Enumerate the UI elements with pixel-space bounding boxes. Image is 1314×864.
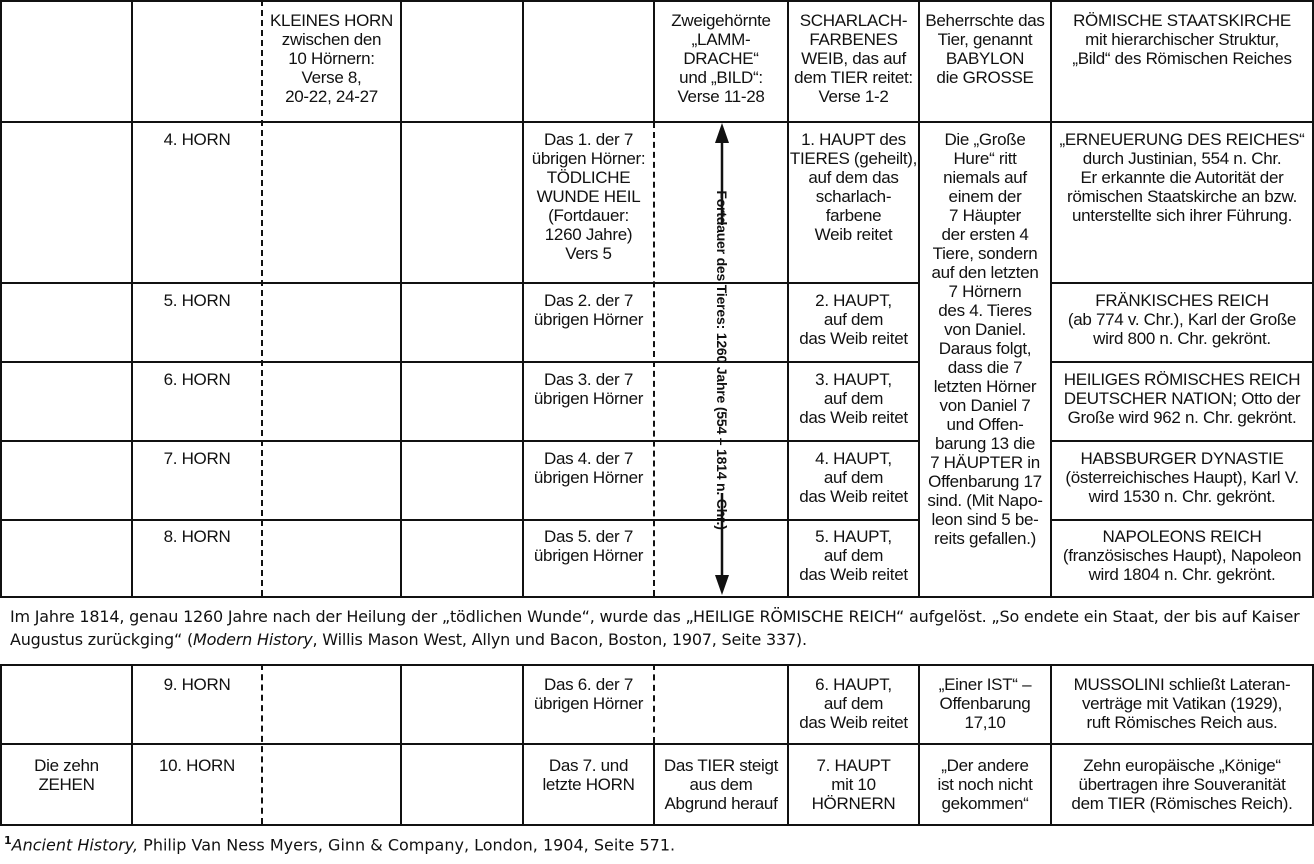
dashed-divider [653,664,655,743]
dashed-divider [653,122,655,596]
note-text-start: Im Jahre 1814, genau 1260 Jahre nach der Heilung der „tödlichen Wunde“, wurde das „HEILIGE RÖMISCHE REICH“ aufgelöst. „So endete ein Staat, der bis auf Kaiser Augustus zurückging“ ( [10,607,1300,649]
beast-rises: Das TIER steigt aus dem Abgrund herauf [663,756,779,813]
revelation-note: „Der andere ist noch nicht gekommen“ [937,756,1033,813]
head-description: 6. HAUPT, auf dem das Weib reitet [799,675,908,732]
row-divider [0,361,920,363]
empire-description: „ERNEUERUNG DES REICHES“ durch Justinian, 554 n. Chr. Er erkannte die Autorität der römischen Staatskirche an bzw. unterstellte sich ihrer Führung. [1059,130,1305,225]
row-divider [0,121,1314,123]
row-divider [0,519,920,521]
horn-label: 7. HORN [163,449,231,468]
cell-small-horn: KLEINES HORN zwischen den 10 Hörnern: Verse 8, 20-22, 24-27 [270,11,393,106]
horn-description: Das 3. der 7 übrigen Hörner [533,370,644,408]
table-top-border [0,0,1314,2]
head-description: 1. HAUPT des TIERES (geheilt), auf dem das scharlach- farbene Weib reitet [789,130,918,244]
row-divider [1050,440,1314,442]
empire-description: NAPOLEONS REICH (französisches Haupt), Napoleon wird 1804 n. Chr. gekrönt. [1062,527,1302,584]
horn-description: Das 6. der 7 übrigen Hörner [533,675,644,713]
cell-lamb-dragon: Zweigehörnte „LAMM- DRACHE“ und „BILD“: Verse 11-28 [671,11,771,106]
footnote [4,834,675,854]
horn-label: 6. HORN [163,370,231,389]
dashed-divider [261,664,263,824]
col-divider [0,664,2,825]
revelation-note: „Einer IST“ – Offenbarung 17,10 [938,675,1032,732]
row-divider [0,596,1314,598]
row-divider [0,664,1314,666]
horn-description: Das 4. der 7 übrigen Hörner [533,449,644,487]
head-description: 2. HAUPT, auf dem das Weib reitet [799,291,908,348]
horn-label: 8. HORN [163,527,231,546]
row-divider [0,743,1314,745]
note-book-title: Modern History [193,630,313,649]
cell-scarlet-woman: SCHARLACH- FARBENES WEIB, das auf dem TIER reitet: Verse 1-2 [794,11,913,106]
note-text-end: , Willis Mason West, Allyn und Bacon, Boston, 1907, Seite 337). [312,630,807,649]
row-divider [1050,361,1314,363]
history-note [10,605,1310,651]
empire-description: HEILIGES RÖMISCHES REICH DEUTSCHER NATION; Otto der Große wird 962 n. Chr. gekrönt. [1063,370,1301,427]
footnote-marker: 1 [4,834,12,847]
head-description: 5. HAUPT, auf dem das Weib reitet [799,527,908,584]
row-divider [0,440,920,442]
empire-description: HABSBURGER DYNASTIE (österreichisches Haupt), Karl V. wird 1530 n. Chr. gekrönt. [1065,449,1299,506]
horn-label: 9. HORN [163,675,231,694]
horn-label: 10. HORN [158,756,235,775]
horn-description: Das 1. der 7 übrigen Hörner: TÖDLICHE WUNDE HEIL (Fortdauer: 1260 Jahre) Vers 5 [531,130,646,263]
cell-roman-church: RÖMISCHE STAATSKIRCHE mit hierarchischer Struktur, „Bild“ des Römischen Reiches [1072,11,1292,68]
head-description: 7. HAUPT mit 10 HÖRNERN [811,756,896,813]
footnote-source: Philip Van Ness Myers, Ginn & Company, London, 1904, Seite 571. [138,835,676,855]
horn-description: Das 5. der 7 übrigen Hörner [533,527,644,565]
empire-description: Zehn europäische „Könige“ übertragen ihre Souveranität dem TIER (Römisches Reich). [1071,756,1293,813]
col-divider [0,0,2,597]
ten-toes-label: Die zehn ZEHEN [34,756,99,794]
col-divider [400,664,402,825]
empire-description: FRÄNKISCHES REICH (ab 774 v. Chr.), Karl der Große wird 800 n. Chr. gekrönt. [1067,291,1297,348]
empire-description: MUSSOLINI schließt Lateran- verträge mit Vatikan (1929), ruft Römisches Reich aus. [1073,675,1291,732]
horn-description: Das 7. und letzte HORN [542,756,635,794]
row-divider [0,282,920,284]
horn-description: Das 2. der 7 übrigen Hörner [533,291,644,329]
horn-label: 5. HORN [163,291,231,310]
head-description: 3. HAUPT, auf dem das Weib reitet [799,370,908,427]
table-bottom-border [0,824,1314,826]
col-divider [400,0,402,597]
cell-babylon: Beherrschte das Tier, genannt BABYLON die GROSSE [925,11,1045,87]
harlot-explanation: Die „Große Hure“ ritt niemals auf einem der 7 Häupter der ersten 4 Tiere, sondern auf den letzten 7 Hörnern des 4. Tieres von Daniel. Daraus folgt, dass die 7 letzten Hörner von Daniel 7 und Offen- barung 13 die 7 HÄUPTER in Offenbarung 17 sind. (Mit Napo- leon sind 5 be- reits gefallen.) [927,130,1043,548]
head-description: 4. HAUPT, auf dem das Weib reitet [799,449,908,506]
row-divider [1050,282,1314,284]
duration-label: Fortdauer des Tieres: 1260 Jahre (554 – 1814 n. Chr.) [714,190,730,530]
footnote-book-title: Ancient History, [11,835,139,855]
row-divider [1050,519,1314,521]
horn-label: 4. HORN [163,130,231,149]
